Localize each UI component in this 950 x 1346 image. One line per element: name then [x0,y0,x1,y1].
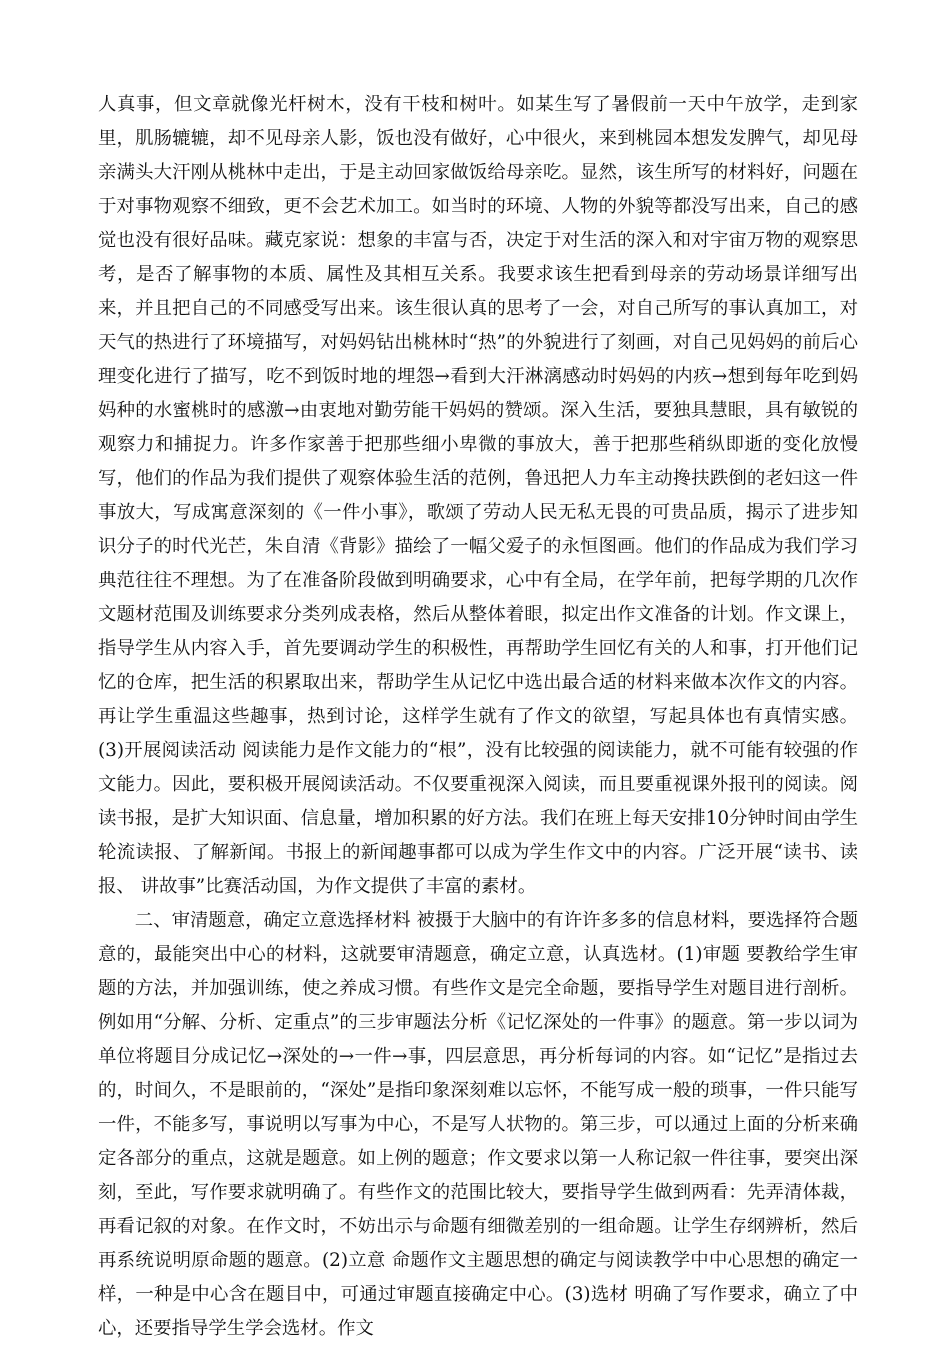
paragraph-continuation: 人真事，但文章就像光杆树木，没有干枝和树叶。如某生写了暑假前一天中午放学，走到家里，肌肠辘辘，却不见母亲人影，饭也没有做好，心中很火，来到桃园本想发发脾气，却见母亲满头大汗刚从桃林中走出，于是主动回家做饭给母亲吃。显然，该生所写的材料好，问题在于对事物观察不细致，更不会艺术加工。如当时的环境、人物的外貌等都没写出来，自己的感觉也没有很好品味。藏克家说：想象的丰富与否，决定于对生活的深入和对宇宙万物的观察思考，是否了解事物的本质、属性及其相互关系。我要求该生把看到母亲的劳动场景详细写出来，并且把自己的不同感受写出来。该生很认真的思考了一会，对自己所写的事认真加工，对天气的热进行了环境描写，对妈妈钻出桃林时“热”的外貌进行了刻画，对自己见妈妈的前后心理变化进行了描写，吃不到饭时地的埋怨→看到大汗淋漓感动时妈妈的内疚→想到每年吃到妈妈种的水蜜桃时的感激→由衷地对勤劳能干妈妈的赞颂。深入生活，要独具慧眼，具有敏锐的观察力和捕捉力。许多作家善于把那些细小卑微的事放大，善于把那些稍纵即逝的变化放慢写，他们的作品为我们提供了观察体验生活的范例，鲁迅把人力车主动搀扶跌倒的老妇这一件事放大，写成寓意深刻的《一件小事》，歌颂了劳动人民无私无畏的可贵品质，揭示了进步知识分子的时代光芒，朱自清《背影》描绘了一幅父爱子的永恒图画。他们的作品成为我们学习典范往往不理想。为了在准备阶段做到明确要求，心中有全局，在学年前，把每学期的几次作文题材范围及训练要求分类列成表格，然后从整体着眼，拟定出作文准备的计划。作文课上，指导学生从内容入手，首先要调动学生的积极性，再帮助学生回忆有关的人和事，打开他们记忆的仓库，把生活的积累取出来，帮助学生从记忆中选出最合适的材料来做本次作文的内容。再让学生重温这些趣事，热到讨论，这样学生就有了作文的欲望，写起具体也有真情实感。(3)开展阅读活动 阅读能力是作文能力的“根”，没有比较强的阅读能力，就不可能有较强的作文能力。因此，要积极开展阅读活动。不仅要重视深入阅读，而且要重视课外报刊的阅读。阅读书报，是扩大知识面、信息量，增加积累的好方法。我们在班上每天安排10分钟时间由学生轮流读报、了解新闻。书报上的新闻趣事都可以成为学生作文中的内容。广泛开展“读书、读报、 讲故事”比赛活动国，为作文提供了丰富的素材。 [98,94,858,897]
document-body [98,88,858,1346]
paragraph-section-two: 二、审清题意，确定立意选择材料 被摄于大脑中的有许许多多的信息材料，要选择符合题意的，最能突出中心的材料，这就要审清题意，确定立意，认真选材。(1)审题 要教给学生审题的方法，并加强训练，使之养成习惯。有些作文是完全命题，要指导学生对题目进行剖析。例如用“分解、分析、定重点”的三步审题法分析《记忆深处的一件事》的题意。第一步以词为单位将题目分成记忆→深处的→一件→事，四层意思，再分析每词的内容。如“记忆”是指过去的，时间久，不是眼前的，“深处”是指印象深刻难以忘怀，不能写成一般的琐事，一件只能写一件，不能多写，事说明以写事为中心，不是写人状物的。第三步，可以通过上面的分析来确定各部分的重点，这就是题意。如上例的题意；作文要求以第一人称记叙一件往事，要突出深刻，至此，写作要求就明确了。有些作文的范围比较大，要指导学生做到两看：先弄清体裁，再看记叙的对象。在作文时，不妨出示与命题有细微差别的一组命题。让学生存纲辨析，然后再系统说明原命题的题意。(2)立意 命题作文主题思想的确定与阅读教学中中心思想的确定一样，一种是中心含在题目中，可通过审题直接确定中心。(3)选材 明确了写作要求，确立了中心，还要指导学生学会选材。作文 [98,910,858,1339]
